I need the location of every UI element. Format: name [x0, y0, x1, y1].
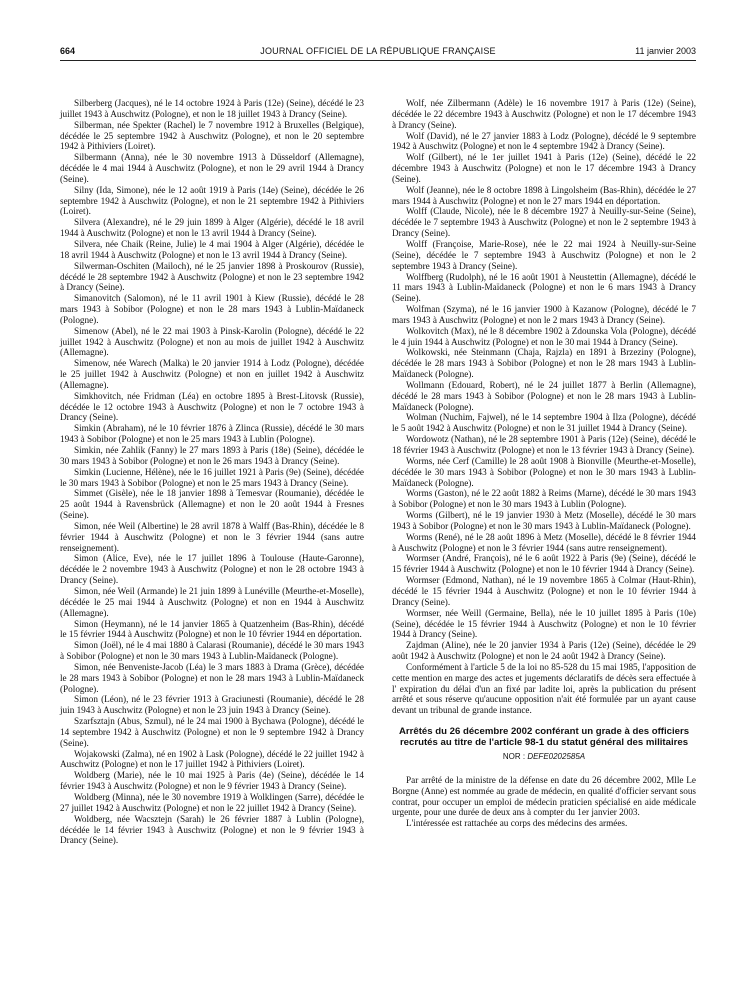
record-entry: Szarfsztajn (Abus, Szmul), né le 24 mai 1900 à Bychawa (Pologne), décédé le 14 septembre 1942 à Auschwitz (Pologne) et non le 9 septembre 1942 à Drancy (Seine).: [60, 716, 364, 748]
record-entry: Silberman, née Spekter (Rachel) le 7 novembre 1912 à Bruxelles (Belgique), décédée le 25 septembre 1942 à Auschwitz (Pologne), et non le 20 septembre 1942 à Pithiviers (Loiret).: [60, 119, 364, 152]
record-entry: Wolman (Nuchim, Fajwel), né le 14 septembre 1904 à Ilza (Pologne), décédé le 5 août 1942 à Auschwitz (Pologne) et non le 31 juillet 1944 à Drancy (Seine).: [392, 412, 696, 434]
record-entry: Woldberg (Minna), née le 30 novembre 1919 à Wolklingen (Sarre), décédée le 27 juillet 1942 à Auschwitz (Pologne) et non le 22 juillet 1942 à Drancy (Seine).: [60, 792, 364, 813]
record-entry: Wolff (Françoise, Marie-Rose), née le 22 mai 1924 à Neuilly-sur-Seine (Seine), décédée le 7 septembre 1943 à Auschwitz (Pologne) et non le 2 septembre 1943 à Drancy (Seine).: [392, 238, 696, 271]
record-entry: Simon, née Weil (Albertine) le 28 avril 1878 à Walff (Bas-Rhin), décédée le 8 février 1944 à Auschwitz (Pologne) et non le 3 février 1944 (sans autre renseignement).: [60, 520, 364, 553]
record-entry: Silwerman-Oschiten (Mailoch), né le 25 janvier 1898 à Proskourov (Russie), décédé le 28 septembre 1942 à Auschwitz (Pologne) et non le 23 septembre 1942 à Drancy (Seine).: [60, 260, 364, 293]
record-entry: Simenow, née Warech (Malka) le 20 janvier 1914 à Lodz (Pologne), décédée le 25 juillet 1942 à Auschwitz (Pologne) et non en juillet 1942 à Auschwitz (Allemagne).: [60, 358, 364, 390]
record-entry: Wolf (Gilbert), né le 1er juillet 1941 à Paris (12e) (Seine), décédé le 22 décembre 1943 à Auschwitz (Pologne) et non le 17 décembre 1943 à Drancy (Seine).: [392, 152, 696, 184]
record-entry: Wolfman (Szyma), né le 16 janvier 1900 à Kazanow (Pologne), décédé le 7 mars 1943 à Auschwitz (Pologne) et non le 2 mars 1943 à Drancy (Seine).: [392, 304, 696, 325]
record-entry: Wolffberg (Rudolph), né le 16 août 1901 à Neustettin (Allemagne), décédé le 11 mars 1943 à Lublin-Maïdaneck (Pologne) et non le 6 mars 1943 à Drancy (Seine).: [392, 271, 696, 304]
nor-label: NOR :: [502, 752, 526, 762]
record-entry: Wormser, née Weill (Germaine, Bella), née le 10 juillet 1895 à Paris (10e) (Seine), décédée le 15 février 1944 à Auschwitz (Pologne) et non le 10 février 1944 à Drancy (Seine).: [392, 607, 696, 640]
record-entry: Wolff (Claude, Nicole), née le 8 décembre 1927 à Neuilly-sur-Seine (Seine), décédée le 7 septembre 1943 à Auschwitz (Pologne) et non le 2 septembre 1943 à Drancy (Seine).: [392, 206, 696, 239]
record-entry: Simanovitch (Salomon), né le 11 avril 1901 à Kiew (Russie), décédé le 28 mars 1943 à Sobibor (Pologne) et non le 28 mars 1943 à Lublin-Maïdaneck (Pologne).: [60, 293, 364, 325]
record-entry: Wormser (André, François), né le 6 août 1922 à Paris (9e) (Seine), décédé le 15 février 1944 à Auschwitz (Pologne) et non le 10 février 1944 à Drancy (Seine).: [392, 553, 696, 575]
record-entry: Zajdman (Aline), née le 20 janvier 1934 à Paris (12e) (Seine), décédée le 29 août 1942 à Auschwitz (Pologne) et non le 24 août 1942 à Drancy (Seine).: [392, 640, 696, 662]
record-entry: Simon (Alice, Eve), née le 17 juillet 1896 à Toulouse (Haute-Garonne), décédée le 2 novembre 1943 à Auschwitz (Pologne) et non le 28 octobre 1943 à Drancy (Seine).: [60, 553, 364, 586]
record-entry: Worms (René), né le 28 août 1896 à Metz (Moselle), décédé le 8 février 1944 à Auschwitz (Pologne) et non le 3 février 1944 (sans autre renseignement).: [392, 531, 696, 553]
record-entry: Simon (Heymann), né le 14 janvier 1865 à Quatzenheim (Bas-Rhin), décédé le 15 février 1944 à Auschwitz (Pologne) et non le 10 février 1944 en déportation.: [60, 618, 364, 640]
right-column: [392, 98, 696, 829]
record-entry: Silny (Ida, Simone), née le 12 août 1919 à Paris (14e) (Seine), décédée le 26 septembre 1942 à Auschwitz (Pologne), et non le 21 septembre 1942 à Pithiviers (Loiret).: [60, 184, 364, 217]
record-entry: Silbermann (Anna), née le 30 novembre 1913 à Düsseldorf (Allemagne), décédée le 4 mai 1944 à Auschwitz (Pologne), et non le 29 avril 1944 à Drancy (Seine).: [60, 152, 364, 184]
record-entry: Worms (Gaston), né le 22 août 1882 à Reims (Marne), décédé le 30 mars 1943 à Sobibor (Pologne) et non le 30 mars 1943 à Lublin (Pologne).: [392, 488, 696, 510]
record-entry: Simkhovitch, née Fridman (Léa) en octobre 1895 à Brest-Litovsk (Russie), décédée le 12 octobre 1943 à Auschwitz (Pologne) et non le 7 octobre 1943 à Drancy (Seine).: [60, 390, 364, 423]
page-number: 664: [60, 46, 76, 56]
record-entry: Silberberg (Jacques), né le 14 octobre 1924 à Paris (12e) (Seine), décédé le 23 juillet 1943 à Auschwitz (Pologne), et non le 18 juillet 1943 à Drancy (Seine).: [60, 98, 364, 119]
record-entry: Wordowotz (Nathan), né le 28 septembre 1901 à Paris (12e) (Seine), décédé le 18 février 1943 à Auschwitz (Pologne) et non le 13 février 1943 à Drancy (Seine).: [392, 434, 696, 455]
record-entry: Simmet (Gisèle), née le 18 janvier 1898 à Temesvar (Roumanie), décédée le 25 août 1944 à Ravensbrück (Allemagne) et non le 20 août 1944 à Fresnes (Seine).: [60, 488, 364, 521]
nor-reference: [392, 752, 696, 763]
page-header: [60, 44, 696, 61]
record-entry: Woldberg (Marie), née le 10 mai 1925 à Paris (4e) (Seine), décédée le 14 février 1943 à Auschwitz (Pologne) et non le 9 février 1943 à Drancy (Seine).: [60, 770, 364, 792]
record-entry: Simkin, née Zahlik (Fanny) le 27 mars 1893 à Paris (18e) (Seine), décédée le 30 mars 1943 à Sobibor (Pologne) et non le 26 mars 1943 à Drancy (Seine).: [60, 445, 364, 466]
record-entry: Simkin (Lucienne, Hélène), née le 16 juillet 1921 à Paris (9e) (Seine), décédée le 30 mars 1943 à Sobibor (Pologne) et non le 25 mars 1943 à Drancy (Seine).: [60, 466, 364, 488]
decree-paragraph: Par arrêté de la ministre de la défense en date du 26 décembre 2002, Mlle Le Borgne (Anne) est nommée au grade de médecin, en qualité d'officier servant sous contrat, pour occuper un emploi de médecin praticien spécialisé en aide médicale urgente, pour une durée de deux ans à compter du 1er janvier 2003.: [392, 774, 696, 818]
record-entry: Wolf (David), né le 27 janvier 1883 à Lodz (Pologne), décédé le 9 septembre 1942 à Auschwitz (Pologne) et non le 4 septembre 1942 à Drancy (Seine).: [392, 130, 696, 152]
record-entry: Wollmann (Edouard, Robert), né le 24 juillet 1877 à Berlin (Allemagne), décédé le 28 mars 1943 à Sobibor (Pologne) et non le 28 mars 1943 à Lublin-Maïdaneck (Pologne).: [392, 379, 696, 412]
nor-code: DEFE0202585A: [527, 752, 586, 762]
record-entry: Silvera, née Chaik (Reine, Julie) le 4 mai 1904 à Alger (Algérie), décédée le 18 avril 1944 à Auschwitz (Pologne) et non le 13 avril 1944 à Drancy (Seine).: [60, 238, 364, 260]
record-entry: Worms (Gilbert), né le 19 janvier 1930 à Metz (Moselle), décédé le 30 mars 1943 à Sobibor (Pologne) et non le 30 mars 1943 à Lublin-Maïdaneck (Pologne).: [392, 510, 696, 531]
record-entry: Wolkovitch (Max), né le 8 décembre 1902 à Zdounska Vola (Pologne), décédé le 4 juin 1944 à Auschwitz (Pologne) et non le 30 mai 1944 à Drancy (Seine).: [392, 325, 696, 347]
issue-date: 11 janvier 2003: [635, 46, 696, 56]
record-entry: Worms, née Cerf (Camille) le 28 août 1908 à Bionville (Meurthe-et-Moselle), décédée le 30 mars 1943 à Sobibor (Pologne) et non le 30 mars 1943 à Lublin-Maïdaneck (Pologne).: [392, 455, 696, 488]
record-entry: Simon (Léon), né le 23 février 1913 à Graciunesti (Roumanie), décédé le 28 juin 1943 à Auschwitz (Pologne) et non le 23 juin 1943 à Drancy (Seine).: [60, 694, 364, 716]
record-entry: Wormser (Edmond, Nathan), né le 19 novembre 1865 à Colmar (Haut-Rhin), décédé le 15 février 1944 à Auschwitz (Pologne) et non le 10 février 1944 à Drancy (Seine).: [392, 575, 696, 607]
record-entry: Simenow (Abel), né le 22 mai 1903 à Pinsk-Karolin (Pologne), décédé le 22 juillet 1942 à Auschwitz (Pologne) et non au mois de juillet 1942 à Auschwitz (Allemagne).: [60, 325, 364, 358]
record-entry: Wolkowski, née Steinmann (Chaja, Rajzla) en 1891 à Brzeziny (Pologne), décédée le 28 mars 1943 à Sobibor (Pologne) et non le 28 mars 1943 à Lublin-Maïdaneck (Pologne).: [392, 347, 696, 380]
record-entry: Simon, née Benveniste-Jacob (Léa) le 3 mars 1883 à Drama (Grèce), décédée le 28 mars 1943 à Sobibor (Pologne) et non le 28 mars 1943 à Lublin-Maïdaneck (Pologne).: [60, 661, 364, 694]
record-entry: Simon, née Weil (Armande) le 21 juin 1899 à Lunéville (Meurthe-et-Moselle), décédée le 25 mai 1944 à Auschwitz (Pologne) et non en 1944 à Auschwitz (Allemagne).: [60, 585, 364, 618]
record-entry: Woldberg, née Wacsztejn (Sarah) le 26 février 1887 à Lublin (Pologne), décédée le 14 février 1943 à Auschwitz (Pologne) et non le 9 février 1943 à Drancy (Seine).: [60, 813, 364, 846]
decree-paragraph: L'intéressée est rattachée au corps des médecins des armées.: [406, 818, 628, 829]
record-entry: Simkin (Abraham), né le 10 février 1876 à Zlinca (Russie), décédé le 30 mars 1943 à Sobibor (Pologne) et non le 25 mars 1943 à Lublin (Pologne).: [60, 423, 364, 445]
record-entry: Wojakowski (Zalma), né en 1902 à Lask (Pologne), décédé le 22 juillet 1942 à Auschwitz (Pologne) et non le 17 juillet 1942 à Pithiviers (Loiret).: [60, 748, 364, 770]
record-entry: Wolf, née Zilbermann (Adèle) le 16 novembre 1917 à Paris (12e) (Seine), décédée le 22 décembre 1943 à Auschwitz (Pologne) et non le 17 décembre 1943 à Drancy (Seine).: [392, 98, 696, 130]
record-entry: Wolf (Jeanne), née le 8 octobre 1898 à Lingolsheim (Bas-Rhin), décédée le 27 mars 1944 à Auschwitz (Pologne) et non le 27 mars 1944 en déportation.: [392, 184, 696, 206]
decree-title: Arrêtés du 26 décembre 2002 conférant un grade à des officiers recrutés au titre de l'article 98-1 du statut général des militaires: [398, 726, 690, 749]
journal-title: JOURNAL OFFICIEL DE LA RÉPUBLIQUE FRANÇAISE: [260, 46, 496, 56]
right-column-entries: [392, 98, 696, 716]
record-entry: Simon (Joël), né le 4 mai 1880 à Calarasi (Roumanie), décédé le 30 mars 1943 à Sobibor (Pologne) et non le 30 mars 1943 à Lublin-Maïdaneck (Pologne).: [60, 640, 364, 662]
record-entry: Silvera (Alexandre), né le 29 juin 1899 à Alger (Algérie), décédé le 18 avril 1944 à Auschwitz (Pologne) et non le 13 avril 1944 à Drancy (Seine).: [60, 217, 364, 239]
record-entry: Conformément à l'article 5 de la loi no 85-528 du 15 mai 1985, l'apposition de cette mention en marge des actes et jugements déclaratifs de décès sera effectuée à l' expiration du délai d'un an fixé par ladite loi, après la publication du présent arrêté et sous réserve qu'aucune opposition n'ait été formulée par un ayant cause devant un tribunal de grande instance.: [392, 661, 696, 716]
left-column: [60, 98, 364, 846]
